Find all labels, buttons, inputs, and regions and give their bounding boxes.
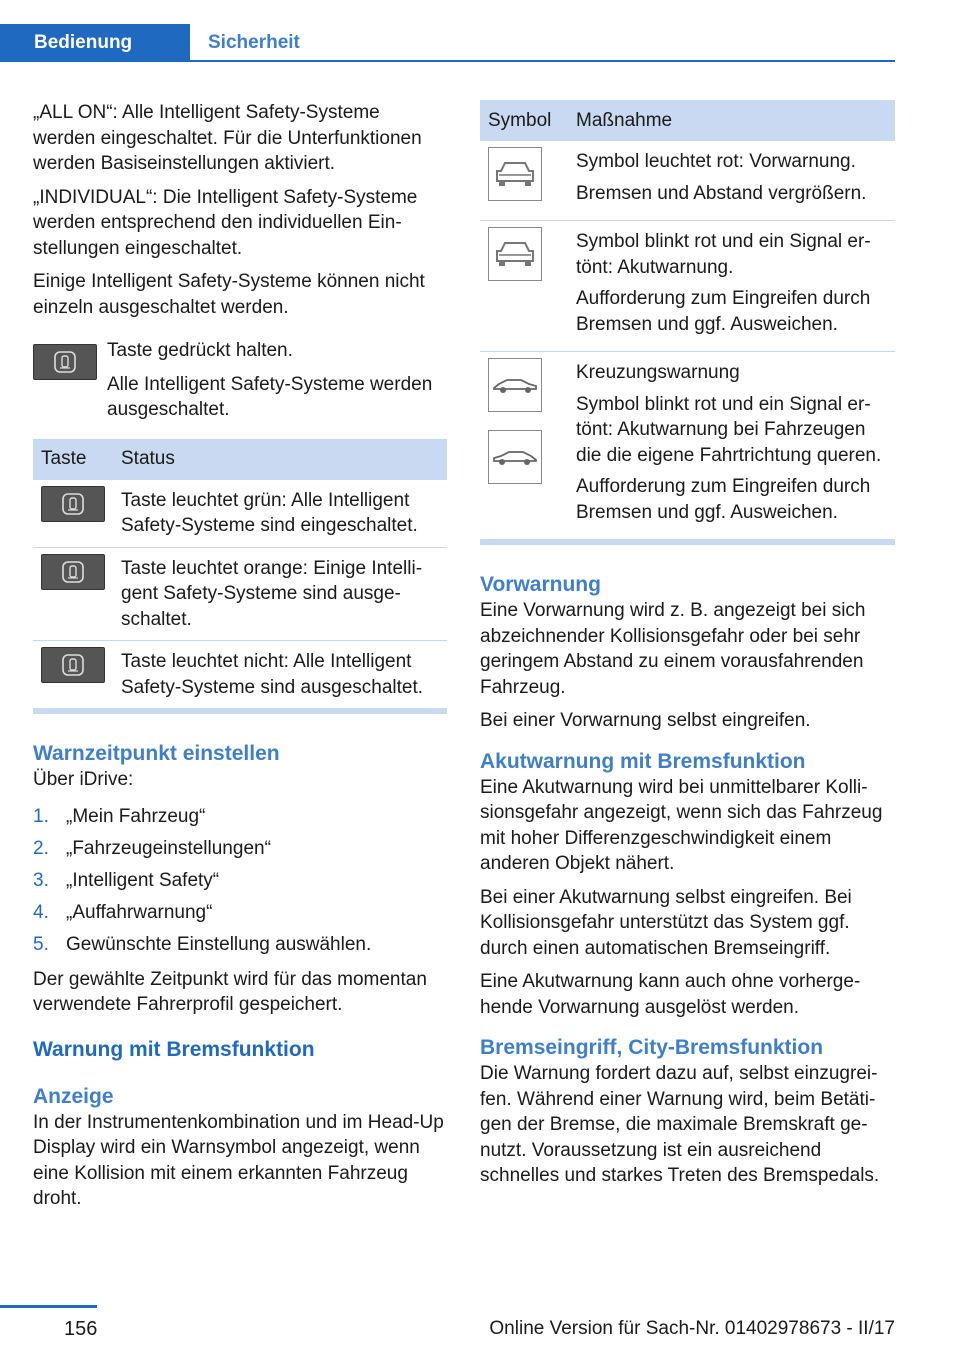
status-cell: Taste leuchtet orange: Einige Intelligent Safety-Systeme sind ausgeschaltet. (113, 547, 447, 641)
measure-text: Symbol blinkt rot und ein Signal ertönt: Akutwarnung. (576, 231, 871, 278)
status-cell: Taste leuchtet nicht: Alle Intelligent Safety-Systeme sind ausgeschaltet. (113, 641, 447, 709)
list-item: 5. Gewünschte Einstellung auswählen. (33, 933, 372, 955)
section-heading: Bremseingriff, City-Bremsfunktion (480, 1036, 824, 1059)
header-rule (0, 60, 895, 62)
car-front-warning-icon (488, 147, 542, 201)
table-end-rule (33, 709, 447, 714)
measure-text: Bremsen und Abstand vergrößern. (576, 182, 867, 204)
paragraph: Eine Akutwarnung kann auch ohne vorhergehende Vorwarnung ausgelöst werden. (480, 971, 861, 1018)
safety-button-icon (41, 647, 105, 683)
list-item: 2. „Fahrzeugeinstellungen“ (33, 837, 271, 859)
section-intro: Über iDrive: (33, 769, 134, 790)
car-front-warning-icon (488, 227, 542, 281)
table-row (33, 480, 447, 548)
symbol-table (480, 100, 895, 540)
footer-rule (0, 1305, 97, 1308)
table-header: Symbol (480, 100, 568, 141)
table-end-rule (480, 540, 895, 545)
status-table (33, 439, 447, 710)
section-heading: Warnzeitpunkt einstellen (33, 742, 280, 765)
chapter-tabs (0, 24, 316, 62)
measure-text: Symbol leuchtet rot: Vorwarnung. (576, 151, 856, 172)
intro-paragraph: „INDIVIDUAL“: Die Intelligent Safety-Systeme werden entsprechend den individuellen Einstellungen eingeschaltet. (33, 186, 418, 259)
table-row (33, 641, 447, 709)
idrive-steps (33, 801, 447, 961)
paragraph: Eine Akutwarnung wird bei unmittelbarer Kollisionsgefahr angezeigt, wenn sich das Fahrzeug mit hoher Differenzgeschwindigkeit einem anderen Objekt nähert. (480, 776, 883, 874)
table-header: Status (113, 439, 447, 480)
paragraph: Bei einer Akutwarnung selbst eingreifen. Bei Kollisionsgefahr unterstützt das System ggf. durch einen automatischen Bremseingriff. (480, 886, 852, 959)
table-row (480, 221, 895, 352)
paragraph: Bei einer Vorwarnung selbst eingreifen. (480, 710, 811, 731)
section-heading: Warnung mit Bremsfunktion (33, 1037, 315, 1061)
list-item: 3. „Intelligent Safety“ (33, 869, 220, 891)
tab-bedienung[interactable]: Bedienung (0, 24, 190, 62)
intro-paragraph: „ALL ON“: Alle Intelligent Safety-Systeme werden eingeschaltet. Für die Unterfunktionen werden Basiseinstellungen aktiviert. (33, 102, 422, 174)
key-hold-block (33, 338, 447, 423)
paragraph: Eine Vorwarnung wird z. B. angezeigt bei sich abzeichnender Kollisionsgefahr oder bei sehr geringem Abstand zu einem vorausfahrenden Fahrzeug. (480, 600, 866, 698)
measure-text: Kreuzungswarnung (576, 362, 740, 383)
list-item: 1. „Mein Fahrzeug“ (33, 805, 206, 827)
right-column (480, 100, 895, 1197)
section-heading: Vorwarnung (480, 573, 601, 596)
table-header: Maßnahme (568, 100, 895, 141)
table-row (480, 352, 895, 540)
key-hold-line1: Taste gedrückt halten. (107, 340, 293, 361)
display-paragraph: In der Instrumentenkombination und im Head-Up Display wird ein Warnsymbol angezeigt, wenn eine Kollision mit einem erkannten Fahrzeug droht. (33, 1111, 444, 1209)
table-row (33, 547, 447, 641)
car-side-left-icon (488, 430, 542, 484)
footer-note: Online Version für Sach-Nr. 01402978673 - II/17 (489, 1318, 895, 1339)
left-column (33, 100, 447, 1220)
car-side-right-icon (488, 358, 542, 412)
safety-button-icon (33, 344, 97, 380)
subsection-heading: Anzeige (33, 1084, 114, 1108)
table-row (480, 141, 895, 221)
safety-button-icon (41, 486, 105, 522)
section-heading: Akutwarnung mit Bremsfunktion (480, 749, 806, 773)
list-item: 4. „Auffahrwarnung“ (33, 901, 213, 923)
tab-sicherheit[interactable]: Sicherheit (208, 32, 300, 53)
status-cell: Taste leuchtet grün: Alle Intelligent Safety-Systeme sind eingeschaltet. (113, 480, 447, 548)
intro-paragraph: Einige Intelligent Safety-Systeme können nicht einzeln ausgeschaltet werden. (33, 271, 425, 318)
key-hold-line2: Alle Intelligent Safety-Systeme werden ausgeschaltet. (107, 373, 433, 420)
table-header: Taste (33, 439, 113, 480)
profile-note: Der gewählte Zeitpunkt wird für das momentan verwendete Fahrerprofil gespeichert. (33, 968, 427, 1015)
page-number: 156 (64, 1318, 98, 1340)
measure-text: Aufforderung zum Eingreifen durch Bremsen und ggf. Ausweichen. (576, 288, 871, 335)
safety-button-icon (41, 554, 105, 590)
measure-text: Aufforderung zum Eingreifen durch Bremsen und ggf. Ausweichen. (576, 476, 871, 523)
measure-text: Symbol blinkt rot und ein Signal ertönt: Akutwarnung bei Fahrzeugen die die eigene Fahrtrichtung queren. (576, 393, 882, 466)
paragraph: Die Warnung fordert dazu auf, selbst einzugreifen. Während einer Warnung wird, beim Betätigen der Bremse, die maximale Bremskraft genutzt. Voraussetzung ist ein ausreichend schnelles und starkes Treten des Bremspedals. (480, 1063, 880, 1186)
